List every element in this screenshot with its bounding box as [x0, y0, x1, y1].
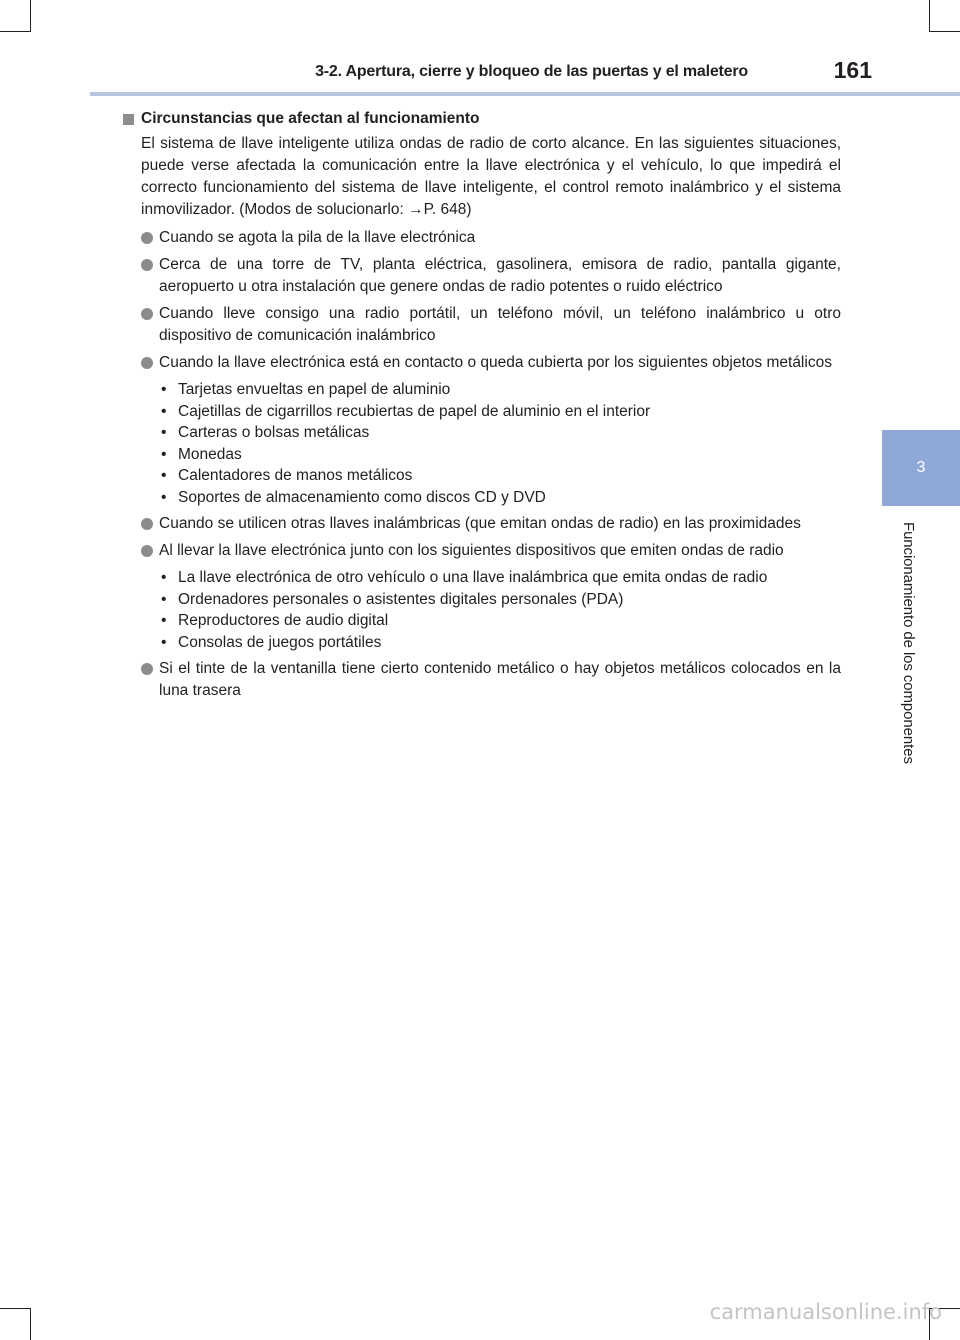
- sub-list-item: [159, 422, 841, 444]
- sub-list: [123, 567, 841, 653]
- sub-list-item-text: Reproductores de audio digital: [178, 612, 389, 629]
- sub-list-item: [159, 610, 841, 632]
- sub-list-item-text: Consolas de juegos portátiles: [178, 633, 382, 651]
- sub-list-item: [159, 589, 841, 611]
- list-item-text: Cuando se utilicen otras llaves inalámbricas (que emitan ondas de radio) en las proximidades: [159, 515, 801, 532]
- crop-mark: [929, 0, 930, 32]
- circle-bullet-icon: [141, 308, 153, 320]
- sub-list-item-text: Cajetillas de cigarrillos recubiertas de papel de aluminio en el interior: [178, 402, 651, 420]
- chapter-number: 3: [916, 459, 926, 476]
- circle-bullet-icon: [141, 518, 153, 530]
- list-item-text: Al llevar la llave electrónica junto con los siguientes dispositivos que emiten ondas de radio: [159, 542, 784, 559]
- sub-list-item: [159, 487, 841, 509]
- bullet-icon: •: [161, 612, 167, 629]
- bullet-icon: •: [161, 424, 167, 441]
- square-bullet-icon: [123, 114, 134, 125]
- list-item: [123, 540, 841, 562]
- list-item: [123, 658, 841, 702]
- sub-list-item: [159, 632, 841, 654]
- sub-list-item: [159, 567, 841, 589]
- bullet-icon: •: [161, 467, 167, 484]
- bullet-icon: •: [161, 445, 167, 463]
- sub-list-item-text: Ordenadores personales o asistentes digitales personales (PDA): [178, 590, 624, 608]
- sub-list-item-text: Carteras o bolsas metálicas: [178, 424, 370, 441]
- bullet-icon: •: [161, 633, 167, 651]
- list-item-text: Cuando se agota la pila de la llave electrónica: [159, 229, 476, 246]
- chapter-tab: [882, 430, 960, 506]
- crop-mark: [0, 31, 31, 32]
- sub-list-item-text: Soportes de almacenamiento como discos CD y DVD: [178, 488, 546, 506]
- bullet-icon: •: [161, 590, 167, 608]
- list-item: [123, 227, 841, 249]
- list-item: [123, 303, 841, 347]
- sub-list-item: [159, 444, 841, 466]
- crop-mark: [30, 1308, 31, 1340]
- situation-list: [123, 227, 841, 702]
- running-header: 3-2. Apertura, cierre y bloqueo de las puertas y el maletero: [315, 63, 748, 80]
- circle-bullet-icon: [141, 232, 153, 244]
- sub-list-item-text: Calentadores de manos metálicos: [178, 467, 413, 484]
- sub-list-item-text: La llave electrónica de otro vehículo o una llave inalámbrica que emita ondas de radio: [178, 569, 768, 586]
- header-rule: [90, 92, 960, 96]
- list-item: [123, 352, 841, 374]
- list-item-text: Cuando la llave electrónica está en contacto o queda cubierta por los siguientes objetos metálicos: [159, 354, 832, 371]
- section-heading-text: Circunstancias que afectan al funcionamiento: [141, 110, 480, 127]
- sub-list-item: [159, 379, 841, 401]
- list-item-text: Cerca de una torre de TV, planta eléctrica, gasolinera, emisora de radio, pantalla gigante, aeropuerto u otra instalación que genere ondas de radio potentes o ruido eléctrico: [159, 256, 841, 295]
- bullet-icon: •: [161, 488, 167, 506]
- circle-bullet-icon: [141, 663, 153, 675]
- page-number: 161: [833, 57, 872, 83]
- circle-bullet-icon: [141, 545, 153, 557]
- section-intro: El sistema de llave inteligente utiliza ondas de radio de corto alcance. En las siguientes situaciones, puede verse afectada la comunicación entre la llave electrónica y el vehículo, lo que impedirá el correcto funcionamiento del sistema de llave inteligente, el control remoto inalámbrico y el sistema inmovilizador. (Modos de solucionarlo: →P. 648): [141, 135, 841, 218]
- list-item: [123, 254, 841, 298]
- bullet-icon: •: [161, 381, 167, 398]
- list-item-text: Cuando lleve consigo una radio portátil, un teléfono móvil, un teléfono inalámbrico u otro dispositivo de comunicación inalámbrico: [159, 305, 841, 344]
- watermark: carmanualsonline.info: [709, 1300, 942, 1324]
- sub-list: [123, 379, 841, 508]
- bullet-icon: •: [161, 569, 167, 586]
- circle-bullet-icon: [141, 357, 153, 369]
- main-content: [123, 108, 841, 702]
- crop-mark: [929, 31, 960, 32]
- sub-list-item-text: Tarjetas envueltas en papel de aluminio: [178, 381, 451, 398]
- list-item: [123, 513, 841, 535]
- sub-list-item: [159, 465, 841, 487]
- bullet-icon: •: [161, 402, 167, 420]
- section-heading: [123, 108, 841, 130]
- circle-bullet-icon: [141, 259, 153, 271]
- chapter-title: Funcionamiento de los componentes: [900, 522, 917, 764]
- sub-list-item-text: Monedas: [178, 445, 242, 463]
- crop-mark: [0, 1308, 31, 1309]
- sub-list-item: [159, 401, 841, 423]
- crop-mark: [30, 0, 31, 32]
- list-item-text: Si el tinte de la ventanilla tiene cierto contenido metálico o hay objetos metálicos colocados en la luna trasera: [159, 660, 841, 699]
